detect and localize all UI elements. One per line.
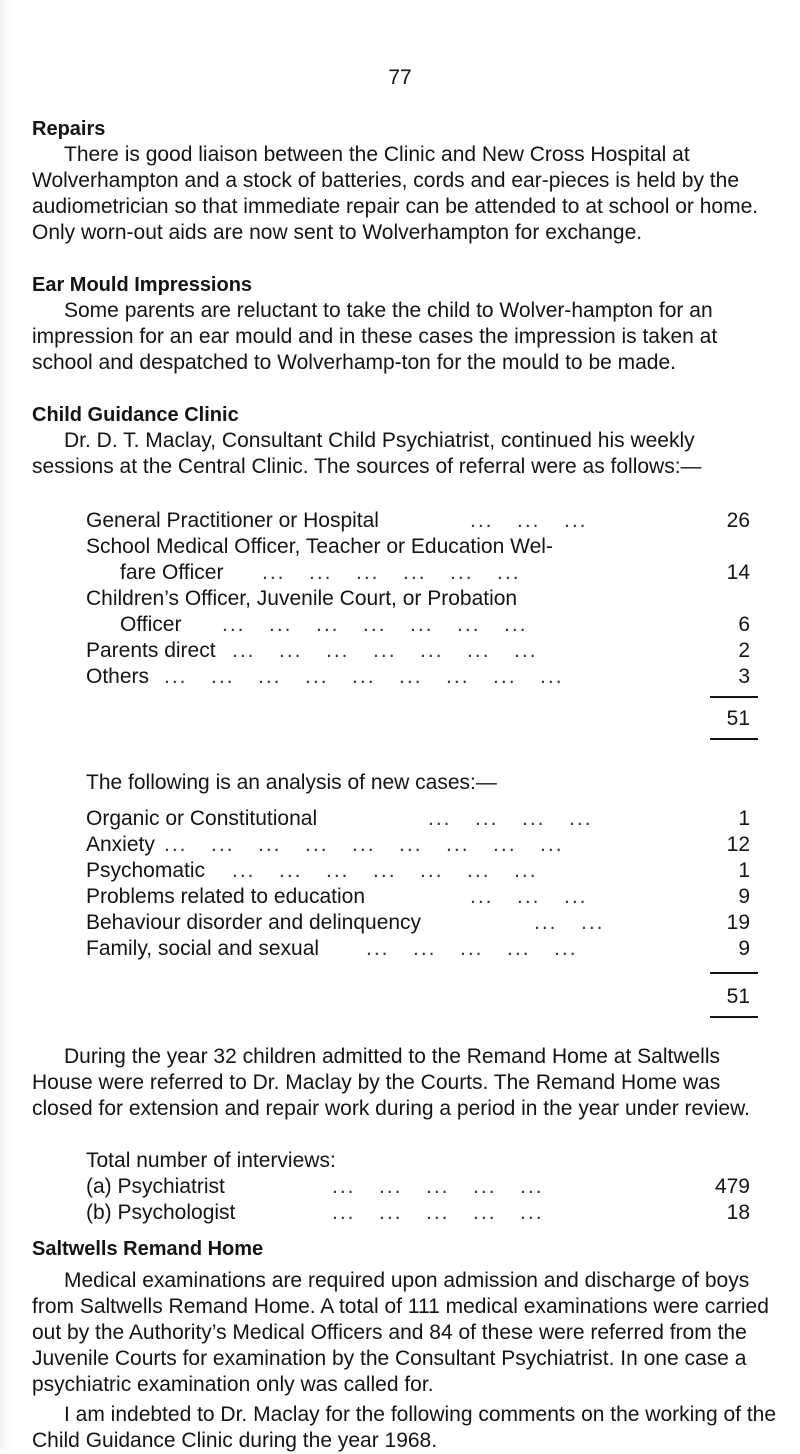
saltwells-section — [32, 1236, 780, 1454]
ear-mould-heading: Ear Mould Impressions — [32, 274, 253, 296]
analysis-label: Anxiety — [86, 833, 155, 856]
analysis-value: 19 — [726, 911, 750, 934]
interview-value: 479 — [714, 1175, 750, 1198]
repairs-paragraph: There is good liaison between the Clinic and New Cross Hospital at Wolverhampton and a stock of batteries, cords and ear-pieces is held by the audiometrician so that immediate repair can be attended to at school or home. Only worn-out aids are now sent to Wolverhampton for exchange. — [32, 143, 759, 244]
referral-row — [0, 508, 800, 534]
referral-label-cont: fare Officer — [120, 561, 224, 584]
analysis-value: 1 — [738, 807, 750, 830]
interviews-label: Total number of interviews: — [86, 1149, 336, 1172]
analysis-label: Organic or Constitutional — [86, 807, 318, 830]
repairs-heading: Repairs — [32, 118, 106, 140]
child-guidance-heading: Child Guidance Clinic — [32, 404, 239, 426]
analysis-row — [0, 832, 800, 858]
leader-dots: ... ... ... — [470, 885, 588, 908]
leader-dots: ... ... ... ... ... ... ... ... ... — [164, 833, 564, 856]
referral-label: Parents direct — [86, 639, 216, 662]
closing-paragraph: I am indebted to Dr. Maclay for the following comments on the working of the Child Guidance Clinic during the year 1968. — [32, 1403, 777, 1452]
referral-row — [0, 638, 800, 664]
analysis-total: 51 — [726, 985, 750, 1008]
referral-label: Children’s Officer, Juvenile Court, or Probation — [86, 587, 518, 610]
analysis-row — [0, 858, 800, 884]
ear-mould-paragraph: Some parents are reluctant to take the child to Wolver-hampton for an impression for an ear mould and in these cases the impression is taken at school and despatched to Wolverhamp-ton for the mould to be made. — [32, 299, 718, 374]
remand-paragraph: During the year 32 children admitted to the Remand Home at Saltwells House were referred to Dr. Maclay by the Courts. The Remand Home was closed for extension and repair work during a period in the year under review. — [32, 1045, 750, 1120]
interview-label: (b) Psychologist — [86, 1201, 236, 1224]
interview-value: 18 — [726, 1201, 750, 1224]
analysis-value: 9 — [738, 885, 750, 908]
page-number: 77 — [388, 66, 412, 89]
referral-row — [0, 586, 800, 612]
leader-dots: ... ... ... ... ... ... ... ... ... — [164, 665, 564, 688]
referral-total: 51 — [726, 707, 750, 730]
referral-value: 2 — [738, 639, 750, 662]
analysis-row — [0, 910, 800, 936]
analysis-intro: The following is an analysis of new cases:— — [86, 771, 497, 794]
referral-label: Others — [86, 665, 150, 688]
total-rule — [710, 972, 758, 974]
interview-label: (a) Psychiatrist — [86, 1175, 225, 1198]
ear-mould-section — [32, 272, 780, 376]
interview-row — [0, 1200, 800, 1226]
leader-dots: ... ... ... ... ... ... ... — [232, 859, 538, 882]
referral-row — [0, 664, 800, 690]
leader-dots: ... ... ... ... ... ... — [262, 561, 521, 584]
referral-label-cont: Officer — [120, 613, 182, 636]
referral-label: School Medical Officer, Teacher or Education Wel- — [86, 535, 553, 558]
saltwells-heading: Saltwells Remand Home — [32, 1238, 264, 1260]
analysis-label: Family, social and sexual — [86, 937, 320, 960]
repairs-section — [32, 116, 780, 246]
referral-row-cont — [0, 560, 800, 586]
saltwells-paragraph: Medical examinations are required upon admission and discharge of boys from Saltwells Remand Home. A total of 111 medical examinations were carried out by the Authority’s Medical Officers and 84 of these were referred from the Juvenile Courts for examination by the Consultant Psychiatrist. In one case a psychiatric examination only was called for. — [32, 1269, 769, 1396]
analysis-row — [0, 884, 800, 910]
child-guidance-section — [32, 402, 780, 480]
analysis-value: 12 — [726, 833, 750, 856]
leader-dots: ... ... ... ... — [428, 807, 593, 830]
referral-total-row — [0, 706, 800, 732]
referral-label: General Practitioner or Hospital — [86, 509, 379, 532]
referral-value: 26 — [726, 509, 750, 532]
interview-row — [0, 1174, 800, 1200]
child-guidance-paragraph: Dr. D. T. Maclay, Consultant Child Psychiatrist, continued his weekly sessions at the Central Clinic. The sources of referral were as follows:— — [32, 429, 702, 478]
referral-row — [0, 534, 800, 560]
analysis-label: Behaviour disorder and delinquency — [86, 911, 422, 934]
referral-value: 6 — [738, 613, 750, 636]
analysis-total-row — [0, 984, 800, 1010]
analysis-label: Psychomatic — [86, 859, 206, 882]
remand-paragraph-block — [32, 1044, 780, 1122]
total-rule — [710, 738, 758, 740]
analysis-value: 1 — [738, 859, 750, 882]
leader-dots: ... ... ... ... ... — [332, 1175, 544, 1198]
leader-dots: ... ... — [534, 911, 605, 934]
analysis-intro-row — [0, 770, 800, 796]
leader-dots: ... ... ... — [470, 509, 588, 532]
total-rule — [710, 696, 758, 698]
referral-value: 14 — [726, 561, 750, 584]
leader-dots: ... ... ... ... ... — [332, 1201, 544, 1224]
leader-dots: ... ... ... ... ... — [366, 937, 578, 960]
analysis-row — [0, 936, 800, 962]
analysis-row — [0, 806, 800, 832]
analysis-value: 9 — [738, 937, 750, 960]
total-rule — [710, 1016, 758, 1018]
referral-value: 3 — [738, 665, 750, 688]
leader-dots: ... ... ... ... ... ... ... — [222, 613, 528, 636]
leader-dots: ... ... ... ... ... ... ... — [232, 639, 538, 662]
analysis-label: Problems related to education — [86, 885, 365, 908]
referral-row-cont — [0, 612, 800, 638]
